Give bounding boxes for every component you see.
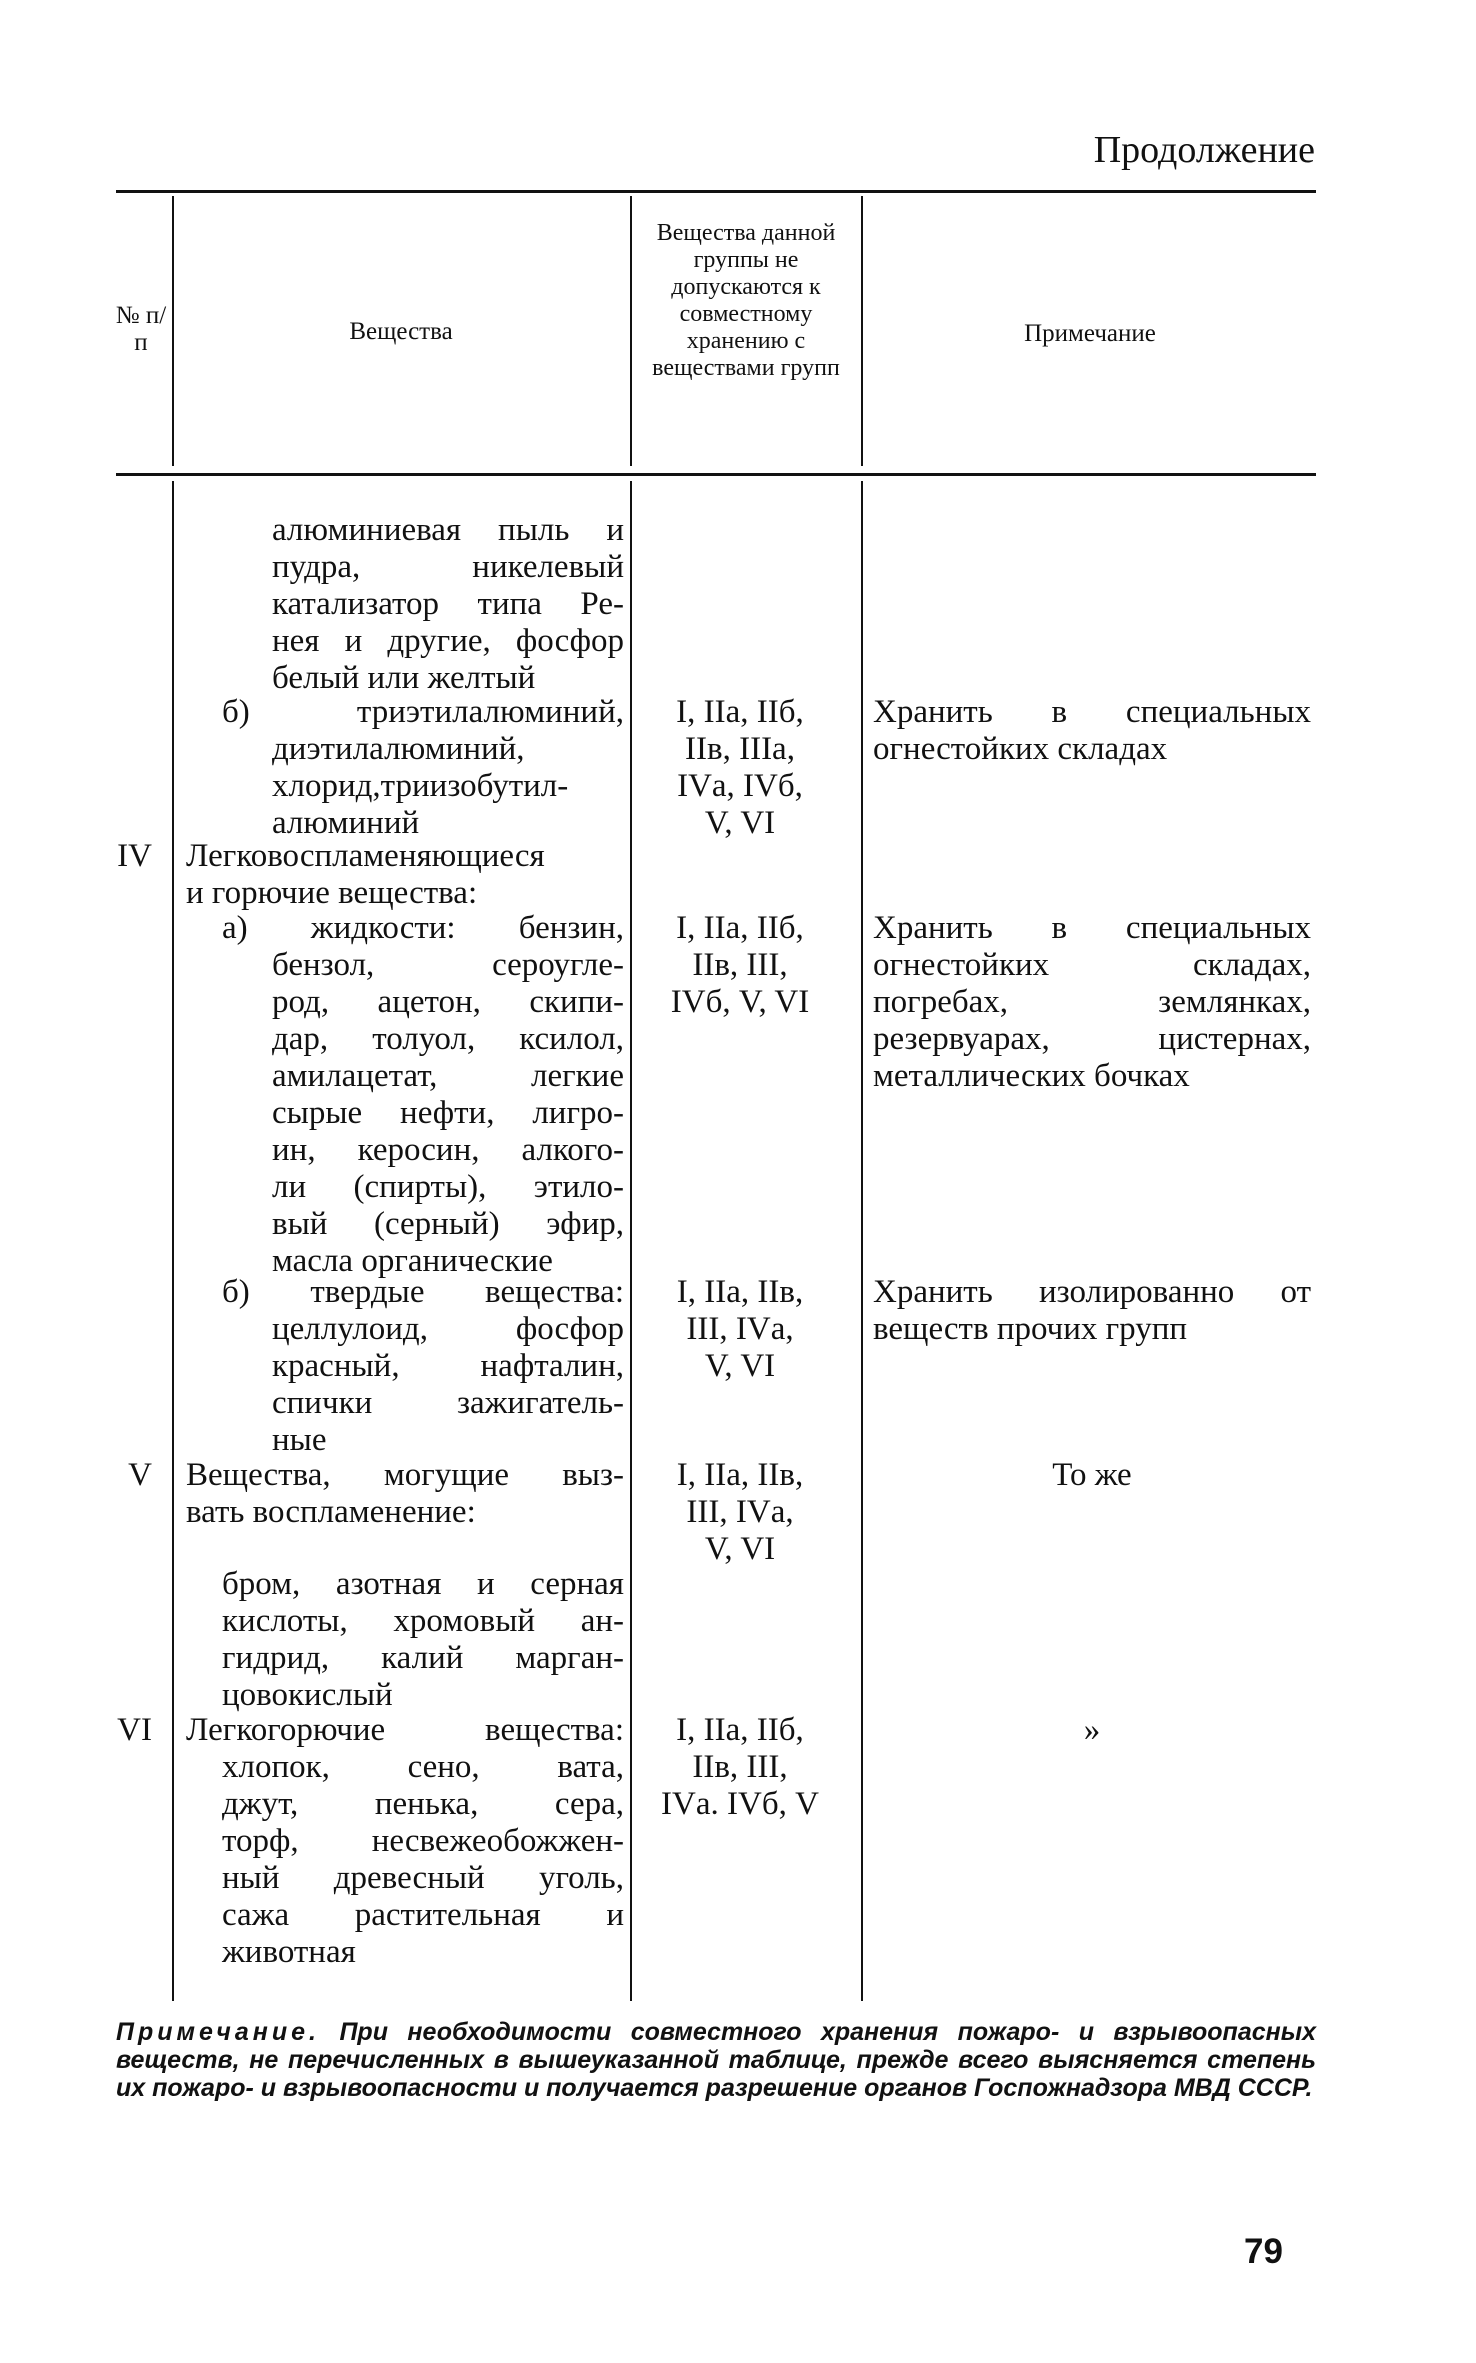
- substance-line: алюминиевая пыль и: [272, 512, 624, 548]
- substance-line: пудра, никелевый: [272, 549, 624, 585]
- substance-line: бром, азотная и серная: [222, 1566, 624, 1602]
- column-divider-3-body: [861, 481, 863, 2001]
- substance-line: целлулоид, фосфор: [272, 1311, 624, 1347]
- substance-line: диэтилалюминий,: [272, 731, 525, 767]
- header-groups: Вещества данной группы не допускаются к совместному хранению с веществами групп: [652, 220, 840, 381]
- header-num: № п/п: [115, 302, 167, 356]
- column-divider-1-body: [172, 481, 174, 2001]
- note-cell: Хранить изолированно от веществ прочих групп: [873, 1274, 1311, 1347]
- substance-line: цовокислый: [222, 1677, 393, 1713]
- group-cell-line: V, VI: [704, 1531, 776, 1567]
- column-divider-2: [630, 196, 632, 466]
- column-divider-3: [861, 196, 863, 466]
- row-number: IV: [117, 838, 152, 874]
- substance-line: спички зажигатель-: [272, 1385, 624, 1421]
- group-cell-line: IIв, III,: [692, 947, 788, 983]
- group-cell-line: IIв, IIIа,: [685, 731, 795, 767]
- substance-line: дар, толуол, ксилол,: [272, 1021, 624, 1057]
- substance-line: и горючие вещества:: [186, 875, 478, 911]
- footnote-text: При необходимости совместного хранения пожаро- и взрывоопасных веществ, не перечисленных в вышеуказанной таблице, прежде всего выясняется степень их пожаро- и взрывоопасности и получается разрешение органов Госпожнадзора МВД СССР.: [116, 2018, 1316, 2102]
- substance-line: катализатор типа Ре-: [272, 586, 624, 622]
- substance-line: масла органические: [272, 1243, 553, 1279]
- substance-line: сажа растительная и: [222, 1897, 624, 1933]
- group-cell-line: IVб, V, VI: [670, 984, 810, 1020]
- substance-line: а) жидкости: бензин,: [222, 910, 624, 946]
- group-cell-line: I, IIа, IIб,: [676, 694, 804, 730]
- substance-line: б) триэтилалюминий,: [222, 694, 624, 730]
- page-number: 79: [1244, 2232, 1283, 2271]
- header-note: Примечание: [1024, 320, 1156, 347]
- note-cell: То же: [1052, 1457, 1132, 1493]
- header-substances: Вещества: [349, 318, 453, 345]
- continuation-label: Продолжение: [1093, 129, 1315, 171]
- row-number: V: [128, 1457, 152, 1493]
- note-cell: »: [1083, 1712, 1101, 1748]
- footnote-lead: Примечание.: [116, 2018, 320, 2046]
- substance-line: джут, пенька, сера,: [222, 1786, 624, 1822]
- group-cell-line: I, IIа, IIб,: [676, 1712, 804, 1748]
- note-cell: Хранить в специальных огнестойких складах: [873, 694, 1311, 767]
- group-cell-line: I, IIа, IIв,: [676, 1274, 804, 1310]
- substance-line: ин, керосин, алкого-: [272, 1132, 624, 1168]
- substance-line: белый или желтый: [272, 660, 536, 696]
- substance-line: ный древесный уголь,: [222, 1860, 624, 1896]
- substance-line: животная: [222, 1934, 356, 1970]
- group-cell-line: IVа. IVб, V: [661, 1786, 819, 1822]
- group-cell-line: III, IVа,: [686, 1494, 794, 1530]
- substance-line: Легковоспламеняющиеся: [186, 838, 545, 874]
- substance-line: алюминий: [272, 805, 420, 841]
- table-top-rule: [116, 190, 1316, 193]
- row-number: VI: [117, 1712, 152, 1748]
- group-cell-line: I, IIа, IIв,: [676, 1457, 804, 1493]
- footnote: [116, 2018, 1316, 2102]
- substance-line: вый (серный) эфир,: [272, 1206, 624, 1242]
- substance-line: ные: [272, 1422, 327, 1458]
- substance-line: гидрид, калий марган-: [222, 1640, 624, 1676]
- group-cell-line: V, VI: [704, 1348, 776, 1384]
- substance-line: род, ацетон, скипи-: [272, 984, 624, 1020]
- substance-line: хлорид,триизобутил-: [272, 768, 569, 804]
- substance-line: нея и другие, фосфор: [272, 623, 624, 659]
- substance-line: б) твердые вещества:: [222, 1274, 624, 1310]
- substance-line: ли (спирты), этило-: [272, 1169, 624, 1205]
- group-cell-line: III, IVа,: [686, 1311, 794, 1347]
- column-divider-1: [172, 196, 174, 466]
- substance-line: амилацетат, легкие: [272, 1058, 624, 1094]
- group-cell-line: IVа, IVб,: [677, 768, 803, 804]
- substance-line: вать воспламенение:: [186, 1494, 476, 1530]
- substance-line: красный, нафталин,: [272, 1348, 624, 1384]
- header-bottom-rule: [116, 473, 1316, 476]
- substance-line: кислоты, хромовый ан-: [222, 1603, 624, 1639]
- substance-line: хлопок, сено, вата,: [222, 1749, 624, 1785]
- substance-line: торф, несвежеобожжен-: [222, 1823, 624, 1859]
- substance-line: бензол, сероугле-: [272, 947, 624, 983]
- group-cell-line: I, IIа, IIб,: [676, 910, 804, 946]
- group-cell-line: V, VI: [704, 805, 776, 841]
- note-cell: Хранить в специальных огнестойких складах, погребах, землянках, резервуарах, цистернах, металлических бочках: [873, 910, 1311, 1094]
- substance-line: сырые нефти, лигро-: [272, 1095, 624, 1131]
- substance-line: Вещества, могущие выз-: [186, 1457, 624, 1493]
- substance-line: Легкогорючие вещества:: [186, 1712, 624, 1748]
- group-cell-line: IIв, III,: [692, 1749, 788, 1785]
